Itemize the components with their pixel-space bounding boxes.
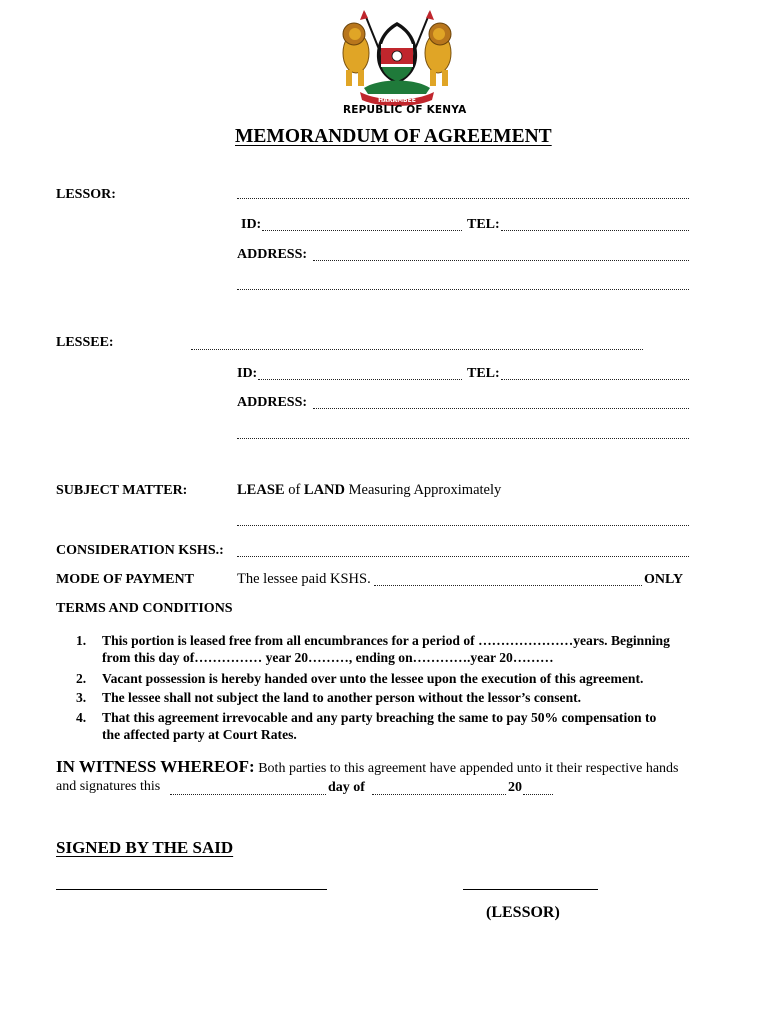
lessor-sign-line-2[interactable] — [463, 889, 598, 890]
consideration-label: CONSIDERATION KSHS.: — [56, 543, 224, 558]
term-item-3 — [76, 688, 746, 708]
lessor-name-line[interactable] — [237, 198, 689, 199]
term-item-1-cont: from this day of…………… year 20………, ending on………….year 20……… — [102, 650, 554, 665]
witness-year-line[interactable] — [523, 794, 553, 795]
lessee-address-label: ADDRESS: — [237, 395, 308, 410]
term-number: 1. — [76, 633, 87, 648]
payment-text: The lessee paid KSHS. — [237, 571, 371, 587]
lessor-tel-label: TEL: — [467, 217, 500, 232]
coat-of-arms-emblem — [334, 8, 460, 108]
payment-amount-line[interactable] — [374, 585, 642, 586]
of-word: of — [284, 482, 304, 498]
term-item-4-cont: the affected party at Court Rates. — [102, 727, 297, 742]
lessee-name-line[interactable] — [191, 349, 643, 350]
lessor-signature-line[interactable] — [56, 889, 327, 890]
lessee-address-line[interactable] — [313, 408, 689, 409]
term-item-1 — [76, 631, 746, 651]
page-title: MEMORANDUM OF AGREEMENT — [235, 126, 552, 147]
witness-paragraph — [56, 757, 678, 777]
subject-matter-line[interactable] — [237, 525, 689, 526]
term-text: The lessee shall not subject the land to another person without the lessor’s consent. — [102, 690, 582, 705]
term-number: 3. — [76, 690, 87, 705]
term-text: Vacant possession is hereby handed over unto the lessee upon the execution of this agreement. — [102, 671, 644, 686]
witness-day-of: day of — [328, 780, 365, 795]
witness-text-2: and signatures this — [56, 779, 161, 794]
lessor-tel-line[interactable] — [501, 230, 689, 231]
witness-date-line[interactable] — [170, 794, 326, 795]
term-number: 4. — [76, 710, 87, 725]
lessee-id-label: ID: — [237, 366, 258, 381]
country-name: REPUBLIC OF KENYA — [343, 104, 467, 116]
mode-of-payment-label: MODE OF PAYMENT — [56, 572, 194, 587]
payment-only: ONLY — [644, 572, 684, 587]
terms-heading: TERMS AND CONDITIONS — [56, 601, 233, 616]
lessee-tel-line[interactable] — [501, 379, 689, 380]
witness-month-line[interactable] — [372, 794, 506, 795]
lessor-id-line[interactable] — [262, 230, 462, 231]
signed-by-heading: SIGNED BY THE SAID — [56, 838, 234, 857]
term-item-4 — [76, 708, 746, 728]
lessee-tel-label: TEL: — [467, 366, 500, 381]
term-text: This portion is leased free from all encumbrances for a period of …………………years. Beginning — [102, 633, 670, 648]
term-number: 2. — [76, 671, 87, 686]
consideration-line[interactable] — [237, 556, 689, 557]
lessor-caption: (LESSOR) — [486, 904, 560, 921]
lessee-id-line[interactable] — [258, 379, 462, 380]
lessor-address-line-2[interactable] — [237, 289, 689, 290]
lessee-label: LESSEE: — [56, 335, 114, 350]
witness-heading: IN WITNESS WHEREOF: — [56, 757, 255, 776]
lessee-address-line-2[interactable] — [237, 438, 689, 439]
lease-word: LEASE — [237, 482, 285, 498]
land-word: LAND — [303, 482, 345, 498]
lessor-id-label: ID: — [241, 217, 262, 232]
lessor-address-label: ADDRESS: — [237, 247, 308, 262]
subject-matter-label: SUBJECT MATTER: — [56, 483, 188, 498]
witness-text: Both parties to this agreement have appended unto it their respective hands — [254, 761, 679, 776]
term-text: That this agreement irrevocable and any party breaching the same to pay 50% compensation to — [102, 710, 657, 725]
witness-year: 20 — [508, 780, 522, 795]
subject-matter-text — [237, 482, 501, 499]
emblem-motto: HARAMBEE — [378, 97, 416, 104]
lessor-address-line[interactable] — [313, 260, 689, 261]
lessor-label: LESSOR: — [56, 187, 116, 202]
measuring-text: Measuring Approximately — [345, 482, 502, 498]
term-item-2 — [76, 669, 746, 689]
